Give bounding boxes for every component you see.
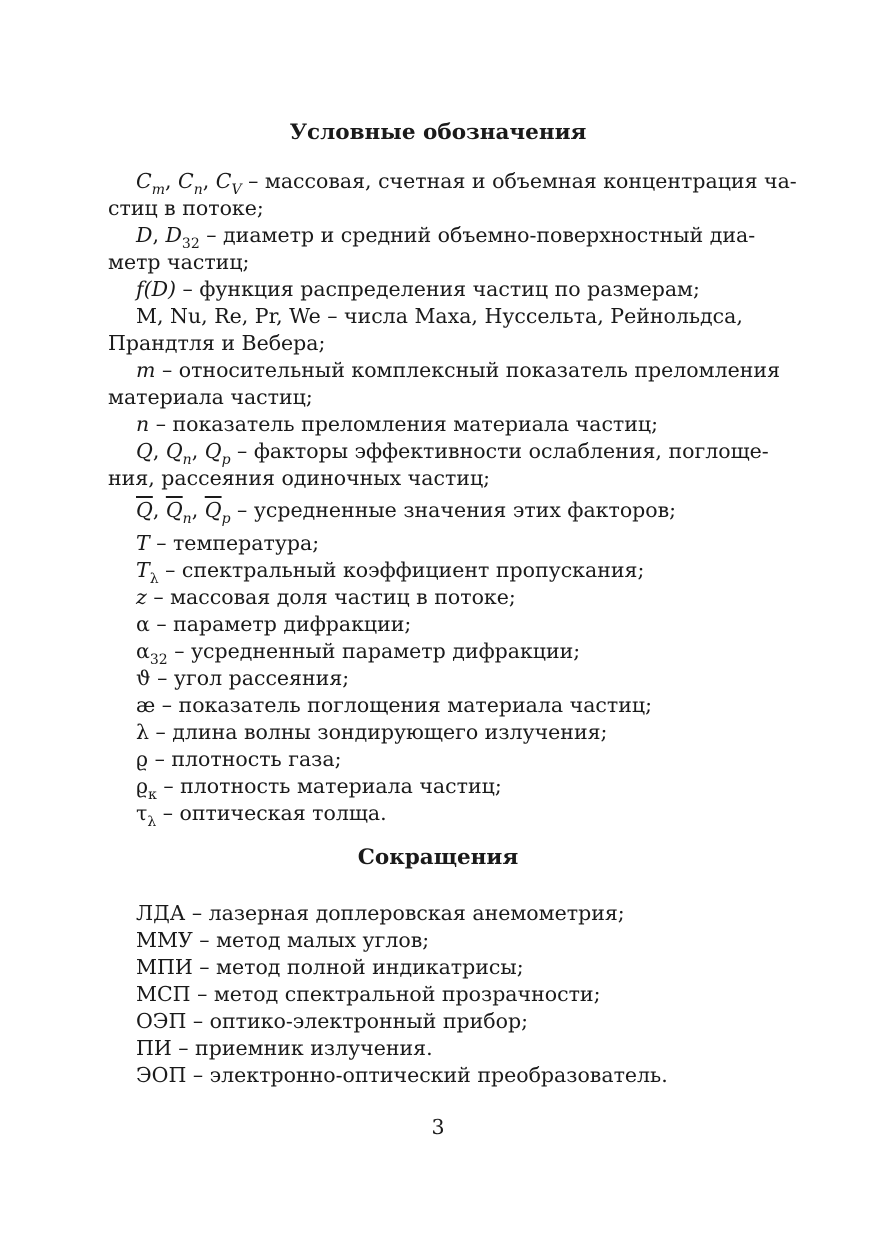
- page-number: 3: [431, 1115, 445, 1139]
- symbol-entry-optical-depth: $\tau_\lambda$ – оптическая толща.: [136, 801, 387, 830]
- symbol-entry-complex-index: m – относительный комплексный показатель преломления: [136, 358, 781, 382]
- symbol-entry-temperature: T – температура;: [136, 531, 320, 555]
- symbol-entry-numbers-cont: Прандтля и Вебера;: [108, 331, 326, 355]
- symbol-entry-concentration-cont: стиц в потоке;: [108, 196, 264, 220]
- symbol-entry-scattering-angle: ϑ – угол рассеяния;: [136, 666, 350, 690]
- symbol-entry-mass-fraction: z – массовая доля частиц в потоке;: [136, 585, 516, 609]
- symbol-entry-concentration: $C_m$, $C_n$, $C_V$ – массовая, счетная и объемная концентрация ча-: [136, 169, 797, 198]
- symbol-entry-numbers: M, Nu, Re, Pr, We – числа Маха, Нуссельта, Рейнольдса,: [136, 304, 743, 328]
- abbreviation-item: ОЭП – оптико-электронный прибор;: [136, 1009, 528, 1033]
- abbreviation-item: МПИ – метод полной индикатрисы;: [136, 955, 524, 979]
- symbol-entry-averaged-factors: $\overline{Q}$, $\overline{Q}_n$, $\overline{Q}_p$ – усредненные значения этих факторов;: [136, 498, 677, 527]
- symbol-entry-efficiency-factors: Q, $Q_n$, $Q_p$ – факторы эффективности ослабления, поглоще-: [136, 439, 769, 468]
- abbreviation-item: ЛДА – лазерная доплеровская анемометрия;: [136, 901, 625, 925]
- symbol-entry-absorption-index: æ – показатель поглощения материала частиц;: [136, 693, 653, 717]
- symbol-entry-wavelength: λ – длина волны зондирующего излучения;: [136, 720, 608, 744]
- symbols-heading: Условные обозначения: [289, 120, 587, 145]
- abbreviation-item: МСП – метод спектральной прозрачности;: [136, 982, 601, 1006]
- symbol-entry-refractive-index: n – показатель преломления материала частиц;: [136, 412, 659, 436]
- symbol-entry-avg-diffraction: $\alpha_{32}$ – усредненный параметр дифракции;: [136, 639, 581, 668]
- symbol-entry-gas-density: ϱ – плотность газа;: [136, 747, 342, 771]
- abbreviation-item: ПИ – приемник излучения.: [136, 1036, 433, 1060]
- symbol-entry-diameter: D, $D_{32}$ – диаметр и средний объемно-поверхностный диа-: [136, 223, 756, 252]
- symbol-entry-complex-index-cont: материала частиц;: [108, 385, 313, 409]
- symbol-entry-particle-density: $ϱ_к$ – плотность материала частиц;: [136, 774, 502, 803]
- symbol-entry-transmittance: $T_\lambda$ – спектральный коэффициент пропускания;: [136, 558, 645, 587]
- symbol-entry-diffraction: α – параметр дифракции;: [136, 612, 412, 636]
- abbreviation-item: ММУ – метод малых углов;: [136, 928, 430, 952]
- symbol-entry-efficiency-factors-cont: ния, рассеяния одиночных частиц;: [108, 466, 491, 490]
- symbol-entry-diameter-cont: метр частиц;: [108, 250, 250, 274]
- symbol-entry-distribution: f(D) – функция распределения частиц по размерам;: [136, 277, 700, 301]
- abbreviations-heading: Сокращения: [357, 845, 519, 870]
- abbreviation-item: ЭОП – электронно-оптический преобразователь.: [136, 1063, 668, 1087]
